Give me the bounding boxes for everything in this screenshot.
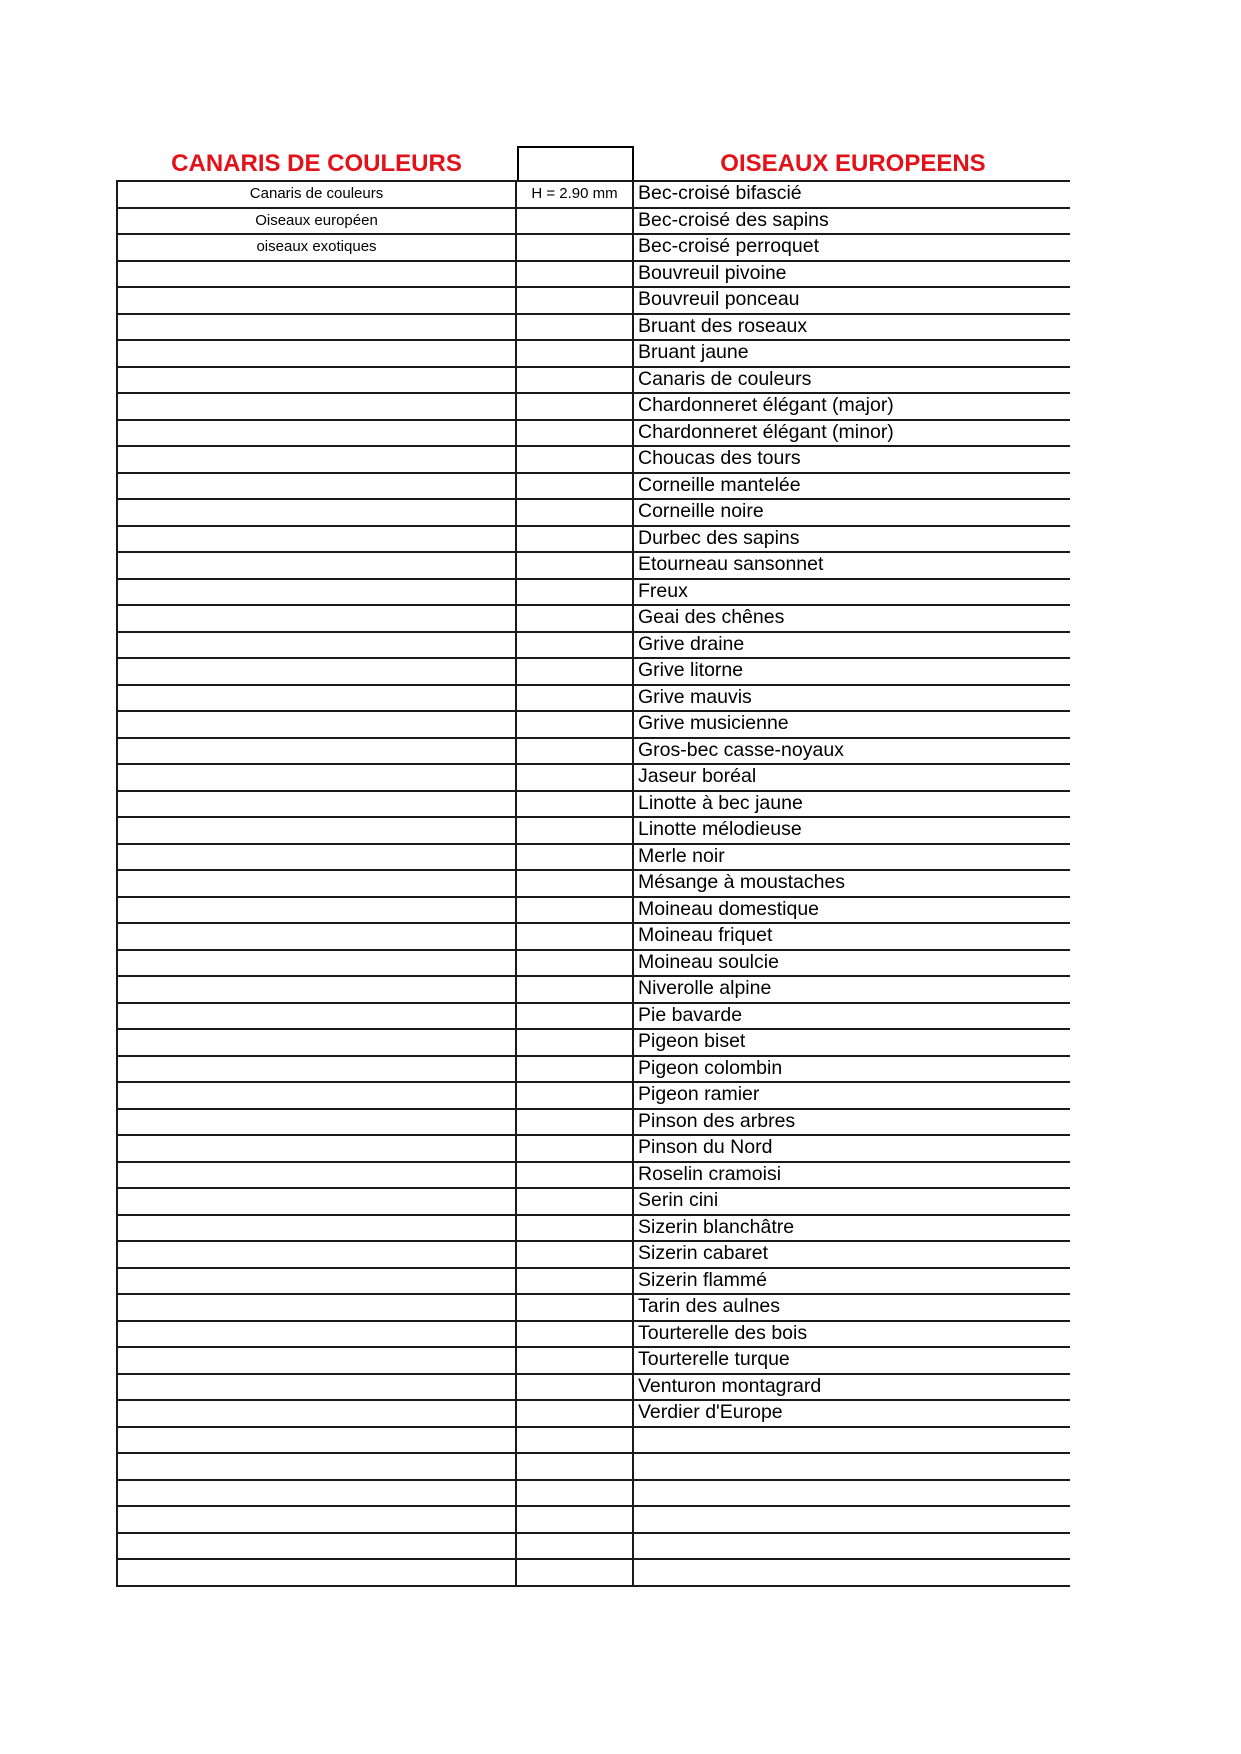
table-row xyxy=(116,951,1070,978)
size-cell xyxy=(517,1163,634,1188)
size-cell xyxy=(517,235,634,260)
size-cell xyxy=(517,553,634,578)
bird-name-cell: Serin cini xyxy=(638,1189,719,1211)
bird-name-cell: Mésange à moustaches xyxy=(638,871,846,893)
table-row xyxy=(116,659,1070,686)
category-cell xyxy=(116,500,517,525)
bird-name-cell: Pigeon biset xyxy=(638,1030,746,1052)
size-cell xyxy=(517,1057,634,1082)
bird-name-cell: Bouvreuil ponceau xyxy=(638,288,800,310)
table-row xyxy=(116,1004,1070,1031)
category-cell xyxy=(116,474,517,499)
bird-name-cell: Canaris de couleurs xyxy=(638,367,812,390)
bird-name-cell: Grive mauvis xyxy=(638,685,752,708)
bird-name-cell: Niverolle alpine xyxy=(638,977,772,999)
table-row xyxy=(116,209,1070,236)
size-cell xyxy=(517,288,634,313)
bird-name-cell: Bec-croisé perroquet xyxy=(638,235,820,257)
category-cell xyxy=(116,1030,517,1055)
category-cell xyxy=(116,898,517,923)
category-cell xyxy=(116,792,517,817)
table-row xyxy=(116,262,1070,289)
category-cell xyxy=(116,1348,517,1373)
table-row xyxy=(116,288,1070,315)
bird-name-cell: Bec-croisé bifascié xyxy=(638,182,802,204)
table-row xyxy=(116,1189,1070,1216)
table-row xyxy=(116,1295,1070,1322)
table-row xyxy=(116,1375,1070,1402)
table-row xyxy=(116,818,1070,845)
category-cell xyxy=(116,712,517,737)
table-row xyxy=(116,898,1070,925)
category-cell xyxy=(116,1269,517,1294)
bird-name-cell: Merle noir xyxy=(638,844,725,867)
table-row xyxy=(116,1507,1070,1534)
category-cell xyxy=(116,1560,517,1585)
bird-name-cell: Bruant jaune xyxy=(638,341,749,363)
category-cell xyxy=(116,1004,517,1029)
category-cell xyxy=(116,818,517,843)
size-cell xyxy=(517,474,634,499)
table-row xyxy=(116,1216,1070,1243)
size-cell xyxy=(517,845,634,870)
category-cell xyxy=(116,1295,517,1320)
size-cell xyxy=(517,421,634,446)
size-cell xyxy=(517,527,634,552)
table-row xyxy=(116,1534,1070,1561)
size-cell xyxy=(517,1189,634,1214)
bird-name-cell: Geai des chênes xyxy=(638,606,785,628)
size-cell xyxy=(517,977,634,1002)
bird-name-cell: Moineau soulcie xyxy=(638,950,779,973)
table-row xyxy=(116,712,1070,739)
table-row xyxy=(116,527,1070,554)
size-cell xyxy=(517,792,634,817)
category-cell xyxy=(116,871,517,896)
size-cell xyxy=(517,315,634,340)
size-cell xyxy=(517,606,634,631)
table-row xyxy=(116,1242,1070,1269)
bird-name-cell: Bruant des roseaux xyxy=(638,314,808,337)
table-row xyxy=(116,1401,1070,1428)
category-cell xyxy=(116,341,517,366)
category-cell xyxy=(116,924,517,949)
category-cell xyxy=(116,1375,517,1400)
size-cell xyxy=(517,659,634,684)
size-cell xyxy=(517,1560,634,1585)
size-cell: H = 2.90 mm xyxy=(517,182,634,207)
table-row xyxy=(116,341,1070,368)
bird-name-cell: Durbec des sapins xyxy=(638,526,800,549)
table-row xyxy=(116,1428,1070,1455)
size-cell xyxy=(517,209,634,234)
bird-name-cell: Roselin cramoisi xyxy=(638,1162,782,1185)
table-row xyxy=(116,1057,1070,1084)
category-cell xyxy=(116,368,517,393)
table-row xyxy=(116,1481,1070,1508)
bird-name-cell: Pinson du Nord xyxy=(638,1136,773,1158)
size-cell xyxy=(517,500,634,525)
bird-name-cell xyxy=(634,1481,1070,1506)
size-cell xyxy=(517,1030,634,1055)
bird-name-cell: Bec-croisé des sapins xyxy=(638,208,829,231)
table-row xyxy=(116,1163,1070,1190)
category-cell xyxy=(116,1322,517,1347)
bird-name-cell xyxy=(634,1560,1070,1585)
bird-name-cell xyxy=(634,1507,1070,1532)
size-cell xyxy=(517,739,634,764)
bird-name-cell: Grive draine xyxy=(638,632,745,655)
size-cell xyxy=(517,924,634,949)
table-row xyxy=(116,1269,1070,1296)
table-row xyxy=(116,394,1070,421)
category-cell xyxy=(116,765,517,790)
table-row xyxy=(116,1110,1070,1137)
table-row xyxy=(116,447,1070,474)
category-cell xyxy=(116,977,517,1002)
size-cell xyxy=(517,765,634,790)
table-row xyxy=(116,182,1070,209)
bird-name-cell: Grive litorne xyxy=(638,659,744,681)
bird-name-cell xyxy=(634,1534,1070,1559)
size-cell xyxy=(517,1534,634,1559)
category-cell xyxy=(116,580,517,605)
size-cell xyxy=(517,1428,634,1453)
category-cell xyxy=(116,1242,517,1267)
bird-name-cell: Chardonneret élégant (major) xyxy=(638,394,894,416)
size-cell xyxy=(517,951,634,976)
table-row xyxy=(116,580,1070,607)
size-cell xyxy=(517,1083,634,1108)
bird-name-cell: Grive musicienne xyxy=(638,712,789,734)
category-cell xyxy=(116,1136,517,1161)
size-cell xyxy=(517,898,634,923)
category-cell xyxy=(116,1110,517,1135)
table-row xyxy=(116,500,1070,527)
bird-name-cell: Sizerin flammé xyxy=(638,1268,767,1291)
table-row xyxy=(116,1560,1070,1587)
bird-name-cell: Pie bavarde xyxy=(638,1003,743,1026)
table-row xyxy=(116,1030,1070,1057)
category-cell: oiseaux exotiques xyxy=(116,235,517,260)
size-cell xyxy=(517,262,634,287)
bird-name-cell: Linotte mélodieuse xyxy=(638,818,802,840)
bird-name-cell: Linotte à bec jaune xyxy=(638,791,803,814)
bird-name-cell: Tourterelle turque xyxy=(638,1348,790,1370)
category-cell xyxy=(116,686,517,711)
category-cell xyxy=(116,951,517,976)
category-cell xyxy=(116,845,517,870)
category-cell xyxy=(116,1083,517,1108)
size-cell xyxy=(517,1454,634,1479)
size-cell xyxy=(517,1110,634,1135)
table-row xyxy=(116,235,1070,262)
bird-name-cell: Pinson des arbres xyxy=(638,1109,796,1132)
bird-name-cell xyxy=(634,1454,1070,1479)
table-row xyxy=(116,1322,1070,1349)
bird-name-cell: Sizerin cabaret xyxy=(638,1242,769,1264)
size-cell xyxy=(517,1216,634,1241)
table-row xyxy=(116,845,1070,872)
category-cell xyxy=(116,606,517,631)
category-cell xyxy=(116,553,517,578)
size-cell xyxy=(517,394,634,419)
category-cell xyxy=(116,1401,517,1426)
size-cell xyxy=(517,633,634,658)
category-cell xyxy=(116,262,517,287)
bird-name-cell: Tourterelle des bois xyxy=(638,1321,808,1344)
category-cell xyxy=(116,1534,517,1559)
bird-name-cell: Moineau friquet xyxy=(638,924,773,946)
category-cell xyxy=(116,1216,517,1241)
bird-name-cell: Freux xyxy=(638,579,688,602)
heading-oiseaux-europeens: OISEAUX EUROPEENS xyxy=(720,150,986,177)
bird-name-cell: Sizerin blanchâtre xyxy=(638,1215,795,1238)
bird-name-cell: Chardonneret élégant (minor) xyxy=(638,420,894,443)
bird-name-cell: Etourneau sansonnet xyxy=(638,553,824,575)
category-cell xyxy=(116,1507,517,1532)
bird-name-cell: Choucas des tours xyxy=(638,447,801,469)
category-cell xyxy=(116,394,517,419)
size-cell xyxy=(517,1507,634,1532)
size-cell xyxy=(517,1481,634,1506)
table-row xyxy=(116,1083,1070,1110)
size-cell xyxy=(517,1348,634,1373)
category-cell xyxy=(116,633,517,658)
category-cell xyxy=(116,447,517,472)
category-cell xyxy=(116,315,517,340)
table-row xyxy=(116,315,1070,342)
category-cell xyxy=(116,1189,517,1214)
size-cell xyxy=(517,871,634,896)
bird-name-cell: Pigeon colombin xyxy=(638,1056,783,1079)
table-row xyxy=(116,739,1070,766)
category-cell xyxy=(116,1163,517,1188)
bird-name-cell: Pigeon ramier xyxy=(638,1083,760,1105)
bird-name-cell: Corneille mantelée xyxy=(638,473,801,496)
table-row xyxy=(116,421,1070,448)
bird-name-cell xyxy=(634,1428,1070,1453)
category-cell xyxy=(116,1481,517,1506)
category-cell: Oiseaux européen xyxy=(116,209,517,234)
size-cell xyxy=(517,447,634,472)
size-cell xyxy=(517,1242,634,1267)
heading-canaris-de-couleurs: CANARIS DE COULEURS xyxy=(171,150,462,177)
size-cell xyxy=(517,1322,634,1347)
size-cell xyxy=(517,686,634,711)
size-cell xyxy=(517,580,634,605)
bird-name-cell: Bouvreuil pivoine xyxy=(638,261,787,284)
size-cell xyxy=(517,1375,634,1400)
category-cell xyxy=(116,739,517,764)
bird-name-cell: Gros-bec casse-noyaux xyxy=(638,738,844,761)
category-cell xyxy=(116,421,517,446)
category-cell xyxy=(116,1057,517,1082)
size-cell xyxy=(517,712,634,737)
size-cell xyxy=(517,818,634,843)
table-row xyxy=(116,633,1070,660)
category-cell xyxy=(116,1428,517,1453)
category-cell: Canaris de couleurs xyxy=(116,182,517,207)
table-row xyxy=(116,924,1070,951)
bird-name-cell: Corneille noire xyxy=(638,500,764,522)
size-cell xyxy=(517,1295,634,1320)
table-row xyxy=(116,1454,1070,1481)
middle-column-header-cell xyxy=(517,146,634,181)
category-cell xyxy=(116,527,517,552)
table-row xyxy=(116,977,1070,1004)
table-row xyxy=(116,871,1070,898)
size-cell xyxy=(517,341,634,366)
table-row xyxy=(116,1348,1070,1375)
category-cell xyxy=(116,288,517,313)
size-cell xyxy=(517,368,634,393)
size-cell xyxy=(517,1269,634,1294)
table-row xyxy=(116,606,1070,633)
bird-name-cell: Venturon montagrard xyxy=(638,1374,822,1397)
size-cell xyxy=(517,1004,634,1029)
bird-name-cell: Tarin des aulnes xyxy=(638,1295,781,1317)
table-row xyxy=(116,474,1070,501)
table-row xyxy=(116,686,1070,713)
size-cell xyxy=(517,1401,634,1426)
bird-name-cell: Jaseur boréal xyxy=(638,765,757,787)
table-row xyxy=(116,553,1070,580)
category-cell xyxy=(116,1454,517,1479)
size-cell xyxy=(517,1136,634,1161)
table-row xyxy=(116,1136,1070,1163)
bird-name-cell: Verdier d'Europe xyxy=(638,1401,783,1423)
bird-name-cell: Moineau domestique xyxy=(638,897,820,920)
table-row xyxy=(116,792,1070,819)
table-row xyxy=(116,765,1070,792)
table-row xyxy=(116,368,1070,395)
bird-table xyxy=(116,180,1070,1587)
category-cell xyxy=(116,659,517,684)
